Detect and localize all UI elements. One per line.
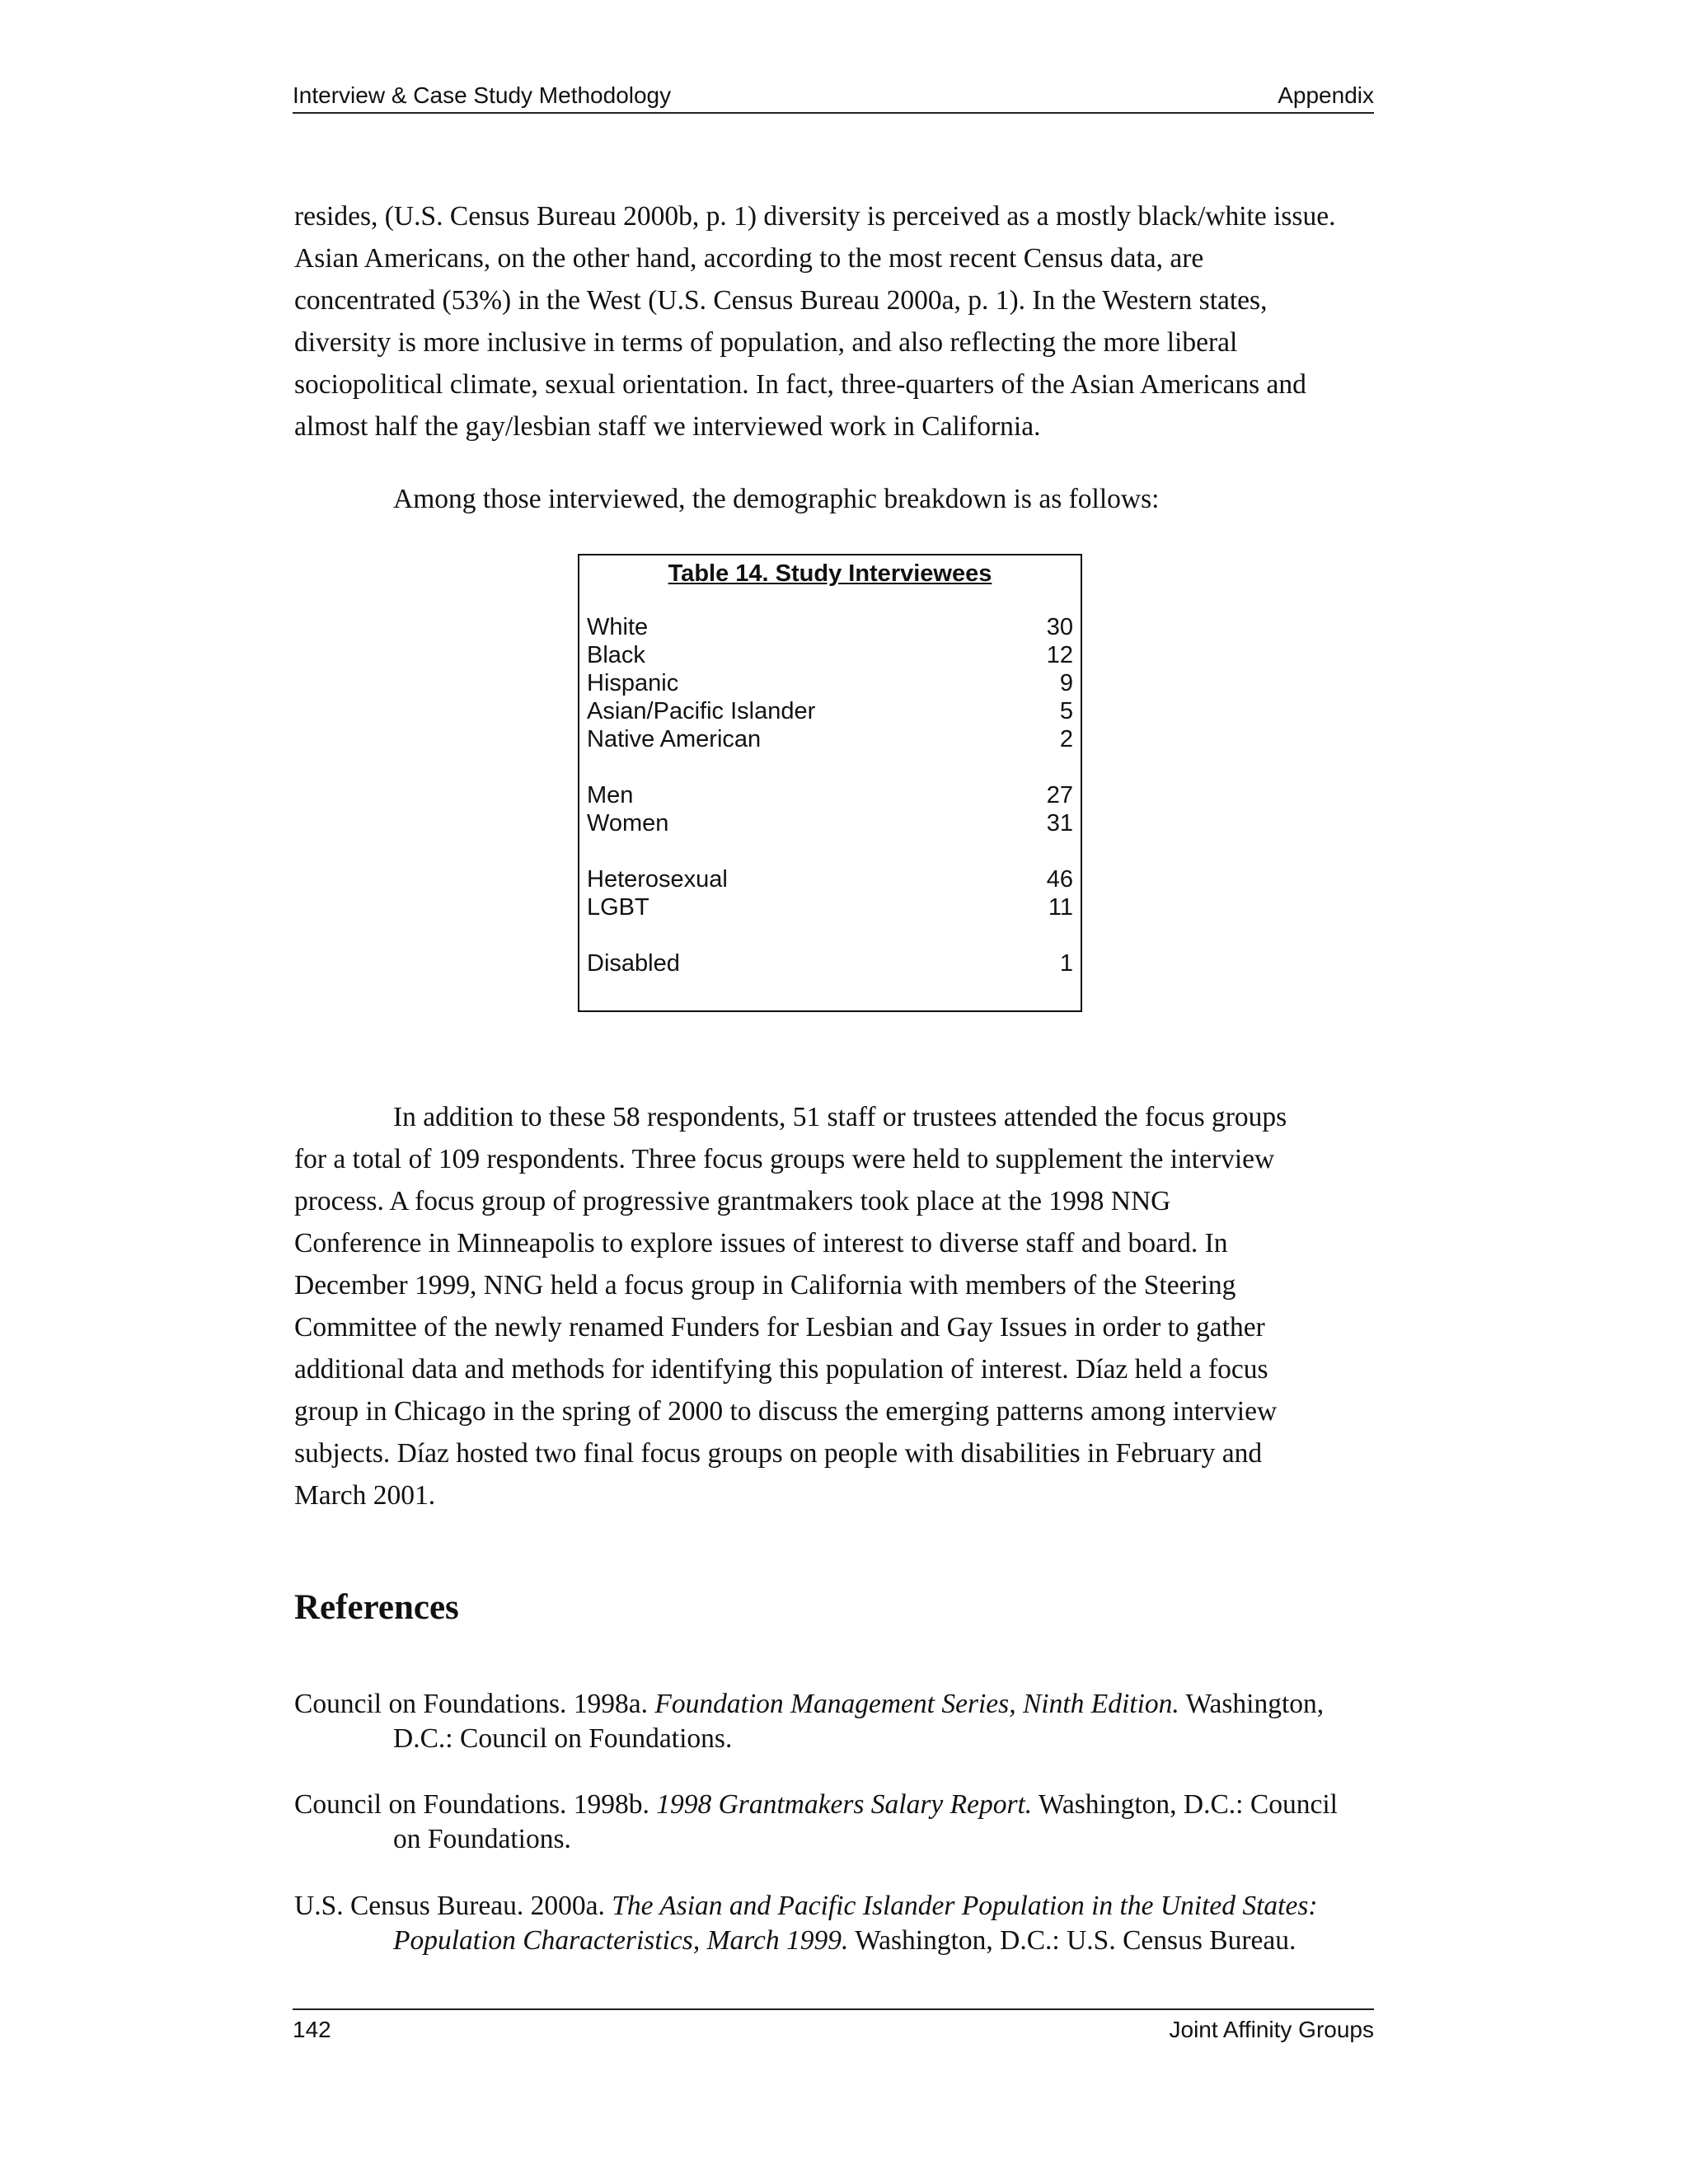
paragraph-focus-groups bbox=[294, 1096, 1376, 1516]
reference-publisher: Washington, D.C.: Council bbox=[1032, 1789, 1338, 1820]
table-row bbox=[587, 725, 1073, 753]
text-line: resides, (U.S. Census Bureau 2000b, p. 1) diversity is perceived as a mostly black/white issue. bbox=[294, 201, 1336, 232]
row-spacer bbox=[587, 753, 1073, 781]
row-spacer bbox=[587, 837, 1073, 865]
row-value: 46 bbox=[1046, 866, 1073, 893]
text-line: sociopolitical climate, sexual orientation. In fact, three-quarters of the Asian Americans and bbox=[294, 369, 1306, 400]
row-label: Women bbox=[587, 810, 669, 837]
text-line: Conference in Minneapolis to explore issues of interest to diverse staff and board. In bbox=[294, 1228, 1228, 1258]
text-line: March 2001. bbox=[294, 1480, 436, 1511]
reference-line bbox=[294, 1687, 1376, 1722]
row-value: 2 bbox=[1059, 726, 1073, 752]
text-line: concentrated (53%) in the West (U.S. Census Bureau 2000a, p. 1). In the Western states, bbox=[294, 285, 1268, 316]
row-value: 9 bbox=[1059, 670, 1073, 696]
row-label: Hispanic bbox=[587, 670, 679, 696]
row-label: Black bbox=[587, 642, 645, 668]
row-label: Men bbox=[587, 782, 634, 808]
text-line: Asian Americans, on the other hand, according to the most recent Census data, are bbox=[294, 243, 1204, 274]
interviewees-table bbox=[578, 554, 1082, 1012]
text-line: process. A focus group of progressive grantmakers took place at the 1998 NNG bbox=[294, 1186, 1171, 1216]
row-value: 27 bbox=[1046, 782, 1073, 808]
reference-line bbox=[294, 1924, 1376, 1958]
footer-publication-title: Joint Affinity Groups bbox=[1169, 2017, 1374, 2042]
reference-entry bbox=[294, 1889, 1376, 1958]
reference-publisher: D.C.: Council on Foundations. bbox=[393, 1723, 733, 1754]
row-value: 31 bbox=[1046, 810, 1073, 837]
reference-title-cont: Population Characteristics, March 1999. bbox=[393, 1925, 849, 1956]
page-number: 142 bbox=[293, 2017, 331, 2042]
table-row bbox=[587, 669, 1073, 697]
paragraph-breakdown-intro bbox=[294, 478, 1376, 520]
header-appendix-label: Appendix bbox=[1278, 82, 1374, 108]
reference-entry bbox=[294, 1788, 1376, 1857]
paragraph-census bbox=[294, 195, 1376, 448]
reference-line bbox=[294, 1822, 1376, 1857]
row-label: Native American bbox=[587, 726, 762, 752]
text-line: Committee of the newly renamed Funders for Lesbian and Gay Issues in order to gather bbox=[294, 1312, 1265, 1343]
row-value: 11 bbox=[1048, 894, 1073, 921]
reference-author-year: Council on Foundations. 1998a. bbox=[294, 1689, 655, 1719]
reference-publisher: Washington, bbox=[1179, 1689, 1325, 1719]
row-value: 1 bbox=[1059, 950, 1073, 977]
table-title: Table 14. Study Interviewees bbox=[668, 560, 992, 587]
text-line: additional data and methods for identifying this population of interest. Díaz held a focus bbox=[294, 1354, 1268, 1385]
table-row bbox=[587, 809, 1073, 837]
text-line: diversity is more inclusive in terms of population, and also reflecting the more liberal bbox=[294, 327, 1238, 358]
table-row bbox=[587, 893, 1073, 921]
page-footer bbox=[293, 2008, 1374, 2043]
row-value: 30 bbox=[1046, 614, 1073, 640]
table-row bbox=[587, 949, 1073, 977]
table-row bbox=[587, 613, 1073, 641]
table-row bbox=[587, 641, 1073, 669]
header-section-title: Interview & Case Study Methodology bbox=[293, 82, 672, 108]
table-row bbox=[587, 865, 1073, 893]
reference-line bbox=[294, 1788, 1376, 1822]
row-label: Asian/Pacific Islander bbox=[587, 698, 816, 724]
text-line: group in Chicago in the spring of 2000 to discuss the emerging patterns among interview bbox=[294, 1396, 1278, 1427]
reference-line bbox=[294, 1722, 1376, 1756]
row-value: 12 bbox=[1046, 642, 1073, 668]
text-line: In addition to these 58 respondents, 51 staff or trustees attended the focus groups bbox=[393, 1102, 1287, 1132]
text-line: for a total of 109 respondents. Three focus groups were held to supplement the interview bbox=[294, 1144, 1275, 1174]
table-row bbox=[587, 697, 1073, 725]
row-label: Heterosexual bbox=[587, 866, 728, 893]
references-heading: References bbox=[294, 1588, 459, 1627]
reference-title: The Asian and Pacific Islander Population in the United States: bbox=[612, 1891, 1318, 1921]
reference-title: 1998 Grantmakers Salary Report. bbox=[656, 1789, 1033, 1820]
reference-title: Foundation Management Series, Ninth Edition. bbox=[654, 1689, 1179, 1719]
text-line: subjects. Díaz hosted two final focus groups on people with disabilities in February and bbox=[294, 1438, 1263, 1469]
text-line: almost half the gay/lesbian staff we interviewed work in California. bbox=[294, 411, 1041, 442]
text-line: Among those interviewed, the demographic breakdown is as follows: bbox=[393, 484, 1160, 514]
row-label: White bbox=[587, 614, 649, 640]
row-label: Disabled bbox=[587, 950, 680, 977]
reference-entry bbox=[294, 1687, 1376, 1756]
reference-author-year: U.S. Census Bureau. 2000a. bbox=[294, 1891, 612, 1921]
reference-publisher: Washington, D.C.: U.S. Census Bureau. bbox=[848, 1925, 1296, 1956]
text-line: December 1999, NNG held a focus group in California with members of the Steering bbox=[294, 1270, 1236, 1301]
page-header bbox=[293, 77, 1374, 114]
row-value: 5 bbox=[1059, 698, 1073, 724]
reference-author-year: Council on Foundations. 1998b. bbox=[294, 1789, 657, 1820]
row-spacer bbox=[587, 921, 1073, 949]
table-body bbox=[587, 613, 1073, 977]
row-label: LGBT bbox=[587, 894, 649, 921]
reference-line bbox=[294, 1889, 1376, 1924]
table-row bbox=[587, 781, 1073, 809]
reference-publisher: on Foundations. bbox=[393, 1824, 571, 1854]
